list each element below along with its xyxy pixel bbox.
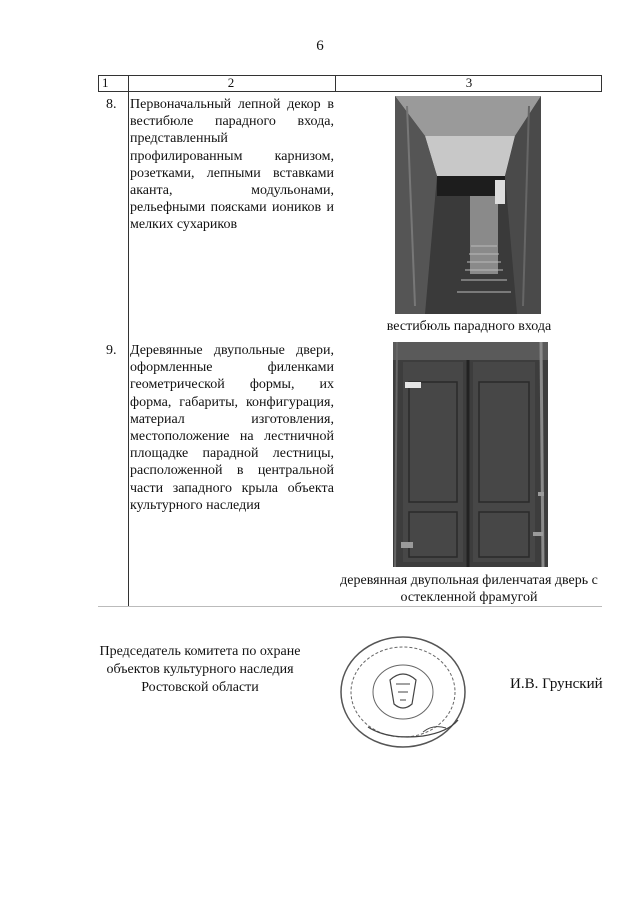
- table-border-bottom: [98, 606, 602, 607]
- signer-title: Председатель комитета по охране объектов культурного наследия Ростовской области: [99, 644, 301, 695]
- row-number: 8.: [106, 97, 117, 112]
- row-number: 9.: [106, 343, 117, 358]
- table-border-left-header: [98, 75, 99, 91]
- photo-caption: деревянная двупольная филенчатая дверь с остекленной фрамугой: [340, 573, 598, 605]
- vestibule-photo: [395, 96, 541, 314]
- column-header-3: 3: [465, 75, 473, 90]
- door-photo: [393, 342, 548, 567]
- row-description: Деревянные двупольные двери, оформленные филенками геометрической формы, их форма, габариты, конфигурация, материал изготовления, местоположение на лестничной площадке парадной лестницы, расположенной в центральной части западного крыла объекта культурного наследия: [130, 343, 334, 513]
- row-description: Первоначальный лепной декор в вестибюле парадного входа, представленный профилированным карнизом, розетками, лепными вставками аканта, модульонами, рельефными поясками иоников и мелких сухариков: [130, 97, 334, 233]
- page-number: 6: [316, 38, 324, 54]
- official-seal: [328, 632, 478, 750]
- table-divider-col1: [128, 75, 129, 607]
- photo-caption: вестибюль парадного входа: [386, 319, 552, 334]
- objects-table: [98, 75, 602, 607]
- table-header-divider: [98, 91, 602, 92]
- column-header-1: 1: [102, 75, 109, 90]
- column-header-2: 2: [227, 75, 235, 90]
- signer-name: И.В. Грунский: [510, 676, 603, 692]
